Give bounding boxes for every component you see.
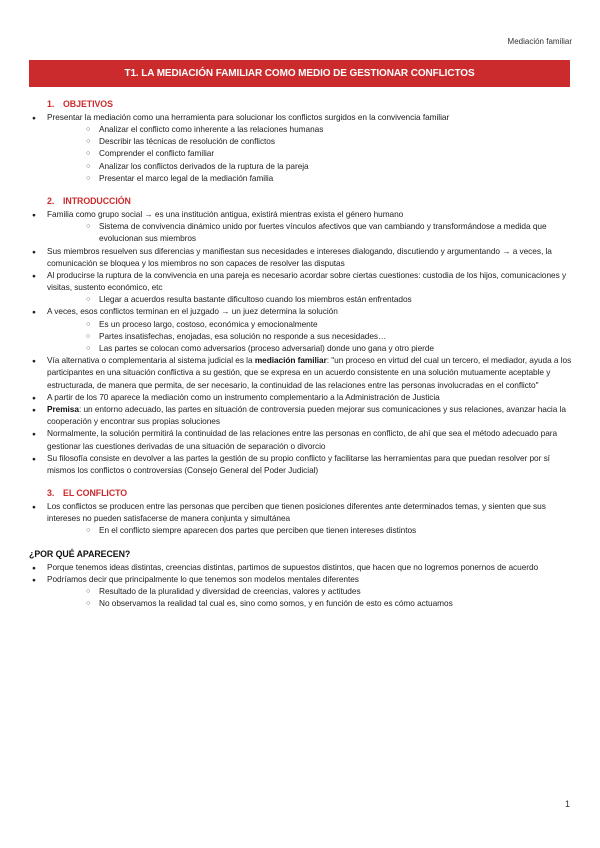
sub-list-item: ○ Comprender el conflicto familiar xyxy=(29,147,572,159)
section-number: 1. xyxy=(47,99,55,109)
list-item: ● Al producirse la ruptura de la convivencia en una pareja es necesario acordar sobre ciertas cuestiones: custodia de los hijos, comunicaciones y visitas, sustento económico, etc xyxy=(29,269,572,293)
sub-list-item: ○ Presentar el marco legal de la mediación familia xyxy=(29,172,572,184)
section-title: OBJETIVOS xyxy=(63,99,113,109)
por-que-list xyxy=(29,561,572,610)
list-item-premisa xyxy=(29,403,572,427)
introduccion-list xyxy=(29,208,572,476)
list-item: ● Presentar la mediación como una herramienta para solucionar los conflictos surgidos en la convivencia familiar xyxy=(29,111,572,123)
sub-list-item: ○ Llegar a acuerdos resulta bastante dificultoso cuando los miembros están enfrentados xyxy=(29,293,572,305)
text-run: : un entorno adecuado, las partes en situación de controversia pueden mejorar sus comunicaciones y sus relaciones, avanzar hacia la cooperación y encontrar sus propias soluciones xyxy=(47,403,566,427)
sub-list-item: ○ Sistema de convivencia dinámico unido por fuertes vínculos afectivos que van cambiando y transformándose a medida que evolucionan sus miembros xyxy=(29,220,572,244)
document-body xyxy=(29,98,572,609)
bold-term: mediación familiar xyxy=(254,355,327,366)
section-heading-introduccion xyxy=(29,195,572,208)
list-item: ● A veces, esos conflictos terminan en el juzgado → un juez determina la solución xyxy=(29,305,572,317)
list-item: ● Los conflictos se producen entre las personas que perciben que tienen posiciones diferentes ante determinados temas, y sienten que sus intereses no pueden satisfacerse de manera conjunta y simultánea xyxy=(29,500,572,524)
list-item: ● Su filosofía consiste en devolver a las partes la gestión de su propio conflicto y facilitarse las herramientas para que puedan resolver por sí mismos los conflictos o controversias (Consejo General del Poder Judicial) xyxy=(29,452,572,476)
list-item: ● Porque tenemos ideas distintas, creencias distintas, partimos de supuestos distintos, que hacen que no logremos ponernos de acuerdo xyxy=(29,561,572,573)
subheading-por-que-aparecen: ¿POR QUÉ APARECEN? xyxy=(29,548,131,559)
text-run: : "un proceso en virtud del cual un tercero, el mediador, ayuda a los participantes en una situación conflictiva a su gestión, que se expresa en un acuerdo consistente en una solución mutuamente aceptable y estructurada, de manera que permita, de ser necesario, la continuidad de las relaciones entre las personas involucradas en el conflicto" xyxy=(47,355,572,390)
sub-list-item: ○ Resultado de la pluralidad y diversidad de creencias, valores y actitudes xyxy=(29,585,572,597)
list-item-mediacion xyxy=(29,354,572,391)
title-banner: T1. LA MEDIACIÓN FAMILIAR COMO MEDIO DE GESTIONAR CONFLICTOS xyxy=(29,60,570,87)
section-number: 2. xyxy=(47,196,55,207)
list-item: ● Familia como grupo social → es una institución antigua, existirá mientras exista el género humano xyxy=(29,208,572,220)
sub-list-item: ○ Las partes se colocan como adversarios (proceso adversarial) donde uno gana y otro pierde xyxy=(29,342,572,354)
sub-list-item: ○ Analizar los conflictos derivados de la ruptura de la pareja xyxy=(29,160,572,172)
running-header: Mediación familiar xyxy=(507,37,572,46)
list-item: ● Normalmente, la solución permitirá la continuidad de las relaciones entre las personas en conflicto, de ahí que sea el método adecuado para gestionar las cuestiones derivadas de una situación de separación o divorcio xyxy=(29,427,572,451)
list-item: ● Sus miembros resuelven sus diferencias y manifiestan sus necesidades e intereses dialogando, discutiendo y argumentando → a veces, la comunicación se bloquea y los miembros no son capaces de resolver las disputas xyxy=(29,245,572,269)
objetivos-list xyxy=(29,111,572,184)
conflicto-list xyxy=(29,500,572,537)
sub-list-item: ○ Partes insatisfechas, enojadas, esa solución no responde a sus necesidades… xyxy=(29,330,572,342)
sub-list-item: ○ Es un proceso largo, costoso, económica y emocionalmente xyxy=(29,318,572,330)
list-item: ● Podríamos decir que principalmente lo que tenemos son modelos mentales diferentes xyxy=(29,573,572,585)
section-heading-objetivos xyxy=(29,98,572,111)
list-item: ● A partir de los 70 aparece la mediación como un instrumento complementario a la Administración de Justicia xyxy=(29,391,572,403)
section-heading-conflicto xyxy=(29,487,572,500)
sub-list-item: ○ No observamos la realidad tal cual es, sino como somos, y en función de esto es cómo actuamos xyxy=(29,597,572,609)
bold-term: Premisa xyxy=(47,403,79,414)
page-number: 1 xyxy=(564,799,570,809)
sub-list-item: ○ Analizar el conflicto como inherente a las relaciones humanas xyxy=(29,123,572,135)
section-title: EL CONFLICTO xyxy=(63,488,128,499)
sub-list-item: ○ Describir las técnicas de resolución de conflictos xyxy=(29,135,572,147)
section-title: INTRODUCCIÓN xyxy=(63,196,131,207)
sub-list-item: ○ En el conflicto siempre aparecen dos partes que perciben que tienen intereses distintos xyxy=(29,524,572,536)
text-run: Vía alternativa o complementaria al sistema judicial es la xyxy=(47,355,255,366)
section-number: 3. xyxy=(47,488,55,499)
